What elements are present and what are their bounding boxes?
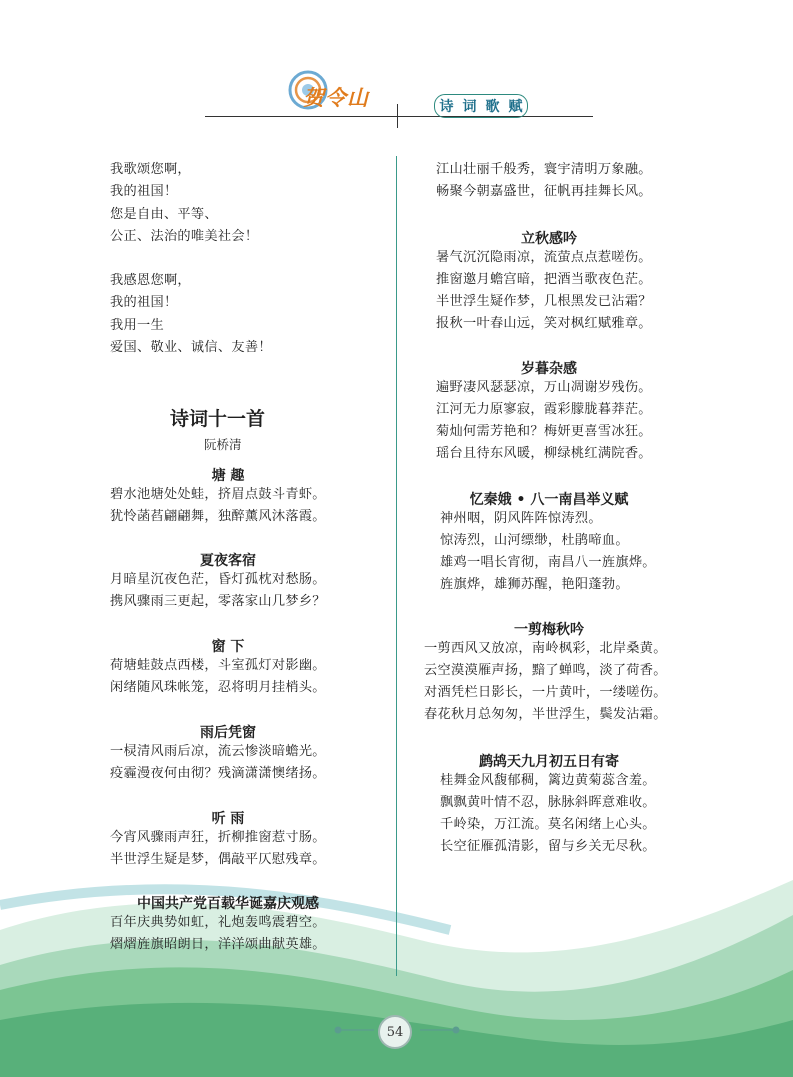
poem-line: 一剪西风又放凉，南岭枫彩，北岸桑黄。 xyxy=(424,641,667,656)
poem-line: 雄鸡一唱长宵彻，南昌八一旌旗烨。 xyxy=(440,555,656,570)
poem-line: 今宵风骤雨声狂，折柳推窗惹寸肠。 xyxy=(110,830,326,845)
poem-line: 畅聚今朝嘉盛世，征帆再挂舞长风。 xyxy=(436,184,652,199)
poem-title: 鹧鸪天九月初五日有寄 xyxy=(479,754,619,770)
poem-line: 飘飘黄叶情不忍，脉脉斜晖意难收。 xyxy=(440,795,656,810)
section-tag xyxy=(434,94,528,118)
poem-line: 江河无力原寥寂，霞彩朦胧暮莽茫。 xyxy=(436,402,652,417)
column-divider xyxy=(396,156,397,976)
verse-line: 我歌颂您啊， xyxy=(110,162,191,177)
section-tag-char: 赋 xyxy=(508,99,523,115)
poem-title: 塘 趣 xyxy=(211,468,245,484)
poem-line: 碧水池塘处处蛙，挤眉点鼓斗青虾。 xyxy=(110,487,326,502)
poem-line: 瑶台且待东风暖，柳绿桃红满院香。 xyxy=(436,446,652,461)
poem-title: 听 雨 xyxy=(211,811,245,827)
poem-line: 旌旗烨，雄狮苏醒，艳阳蓬勃。 xyxy=(440,577,629,592)
verse-line: 爱国、敬业、诚信、友善！ xyxy=(110,340,272,355)
header-cross-mark xyxy=(397,104,398,128)
poem-title: 忆秦娥 • 八一南昌举义赋 xyxy=(469,492,629,508)
poem-title: 窗 下 xyxy=(211,639,245,655)
poem-line: 暑气沉沉隐雨凉，流萤点点惹嗟伤。 xyxy=(436,250,652,265)
page-number xyxy=(378,1015,412,1049)
verse-line: 我的祖国！ xyxy=(110,184,178,199)
poem-line: 携风骤雨三更起，零落家山几梦乡？ xyxy=(110,594,326,609)
section-title: 诗词十一首 xyxy=(170,408,266,430)
poem-line: 闲绪随风珠帐笼，忍将明月挂梢头。 xyxy=(110,680,326,695)
poem-line: 桂舞金风馥郁稠，篱边黄菊蕊含羞。 xyxy=(440,773,656,788)
header-rule xyxy=(205,116,593,117)
poem-title: 一剪梅秋吟 xyxy=(514,622,584,638)
poem-line: 江山壮丽千般秀，寰宇清明万象融。 xyxy=(436,162,652,177)
verse-line: 我的祖国！ xyxy=(110,295,178,310)
poem-line: 熠熠旌旗昭朗日，洋洋颂曲献英雄。 xyxy=(110,937,326,952)
poem-title: 立秋感吟 xyxy=(521,231,577,247)
poem-line: 推窗邀月蟾宫暗，把酒当歌夜色茫。 xyxy=(436,272,652,287)
poem-line: 神州咽，阴风阵阵惊涛烈。 xyxy=(440,511,602,526)
poem-title: 雨后凭窗 xyxy=(200,725,256,741)
poem-line: 惊涛烈，山河缥缈，杜鹃啼血。 xyxy=(440,533,629,548)
poem-line: 犹怜菡萏翩翩舞，独醉薰风沐落霞。 xyxy=(110,509,326,524)
poem-line: 菊灿何需芳艳和？梅妍更喜雪冰狂。 xyxy=(436,424,652,439)
poem-line: 荷塘蛙鼓点西楼，斗室孤灯对影幽。 xyxy=(110,658,326,673)
poem-line: 半世浮生疑是梦，偶敲平仄慰残章。 xyxy=(110,852,326,867)
poem-title: 岁暮杂感 xyxy=(521,361,577,377)
poem-line: 月暗星沉夜色茫，昏灯孤枕对愁肠。 xyxy=(110,572,326,587)
poem-line: 遍野凄风瑟瑟凉，万山凋谢岁残伤。 xyxy=(436,380,652,395)
verse-line: 公正、法治的唯美社会！ xyxy=(110,229,259,244)
author-name: 阮桥清 xyxy=(204,437,242,452)
verse-line: 我感恩您啊， xyxy=(110,273,191,288)
poem-line: 春花秋月总匆匆，半世浮生，鬓发沾霜。 xyxy=(424,707,667,722)
poem-title: 夏夜客宿 xyxy=(200,553,256,569)
poem-line: 报秋一叶春山远，笑对枫红赋雅章。 xyxy=(436,316,652,331)
poem-line: 长空征雁孤清影，留与乡关无尽秋。 xyxy=(440,839,656,854)
poem-line: 百年庆典势如虹，礼炮轰鸣震碧空。 xyxy=(110,915,326,930)
magazine-logo: 贺令山 xyxy=(303,85,369,110)
verse-line: 我用一生 xyxy=(110,318,164,333)
section-tag-char: 歌 xyxy=(485,99,500,115)
poem-line: 千岭染，万江流。莫名闲绪上心头。 xyxy=(440,817,656,832)
poem-line: 半世浮生疑作梦，几根黑发已沾霜？ xyxy=(436,294,652,309)
page-number-text: 54 xyxy=(386,1024,404,1040)
section-tag-char: 词 xyxy=(462,99,477,115)
poem-line: 疫霾漫夜何由彻？残滴潇潇懊绪扬。 xyxy=(110,766,326,781)
verse-line: 您是自由、平等、 xyxy=(110,207,218,222)
poem-title: 中国共产党百载华诞嘉庆观感 xyxy=(137,896,319,912)
poem-line: 云空漠漠雁声扬，黯了蝉鸣，淡了荷香。 xyxy=(424,663,667,678)
poem-line: 对酒凭栏日影长，一片黄叶，一缕嗟伤。 xyxy=(424,685,667,700)
section-tag-char: 诗 xyxy=(439,99,454,115)
poem-line: 一棂清风雨后凉，流云惨淡暗蟾光。 xyxy=(110,744,326,759)
